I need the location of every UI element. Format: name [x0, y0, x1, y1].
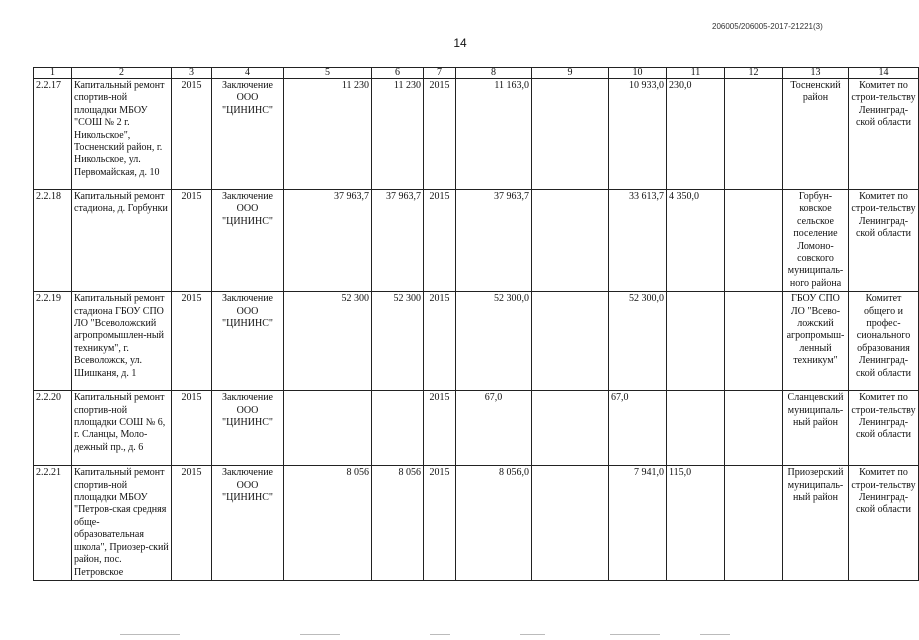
cost-cell	[372, 391, 424, 466]
object-name: Капитальный ремонт спортив-ной площадки МБОУ "СОШ № 2 г. Никольское", Тосненский район, г. Никольское, ул. Первомайская, д. 10	[72, 79, 172, 190]
amount-cell: 10 933,0	[609, 79, 667, 190]
recipient-cell: Сланцевский муниципаль-ный район	[783, 391, 849, 466]
object-name: Капитальный ремонт спортив-ной площадки СОШ № 6, г. Сланцы, Моло-дежный пр., д. 6	[72, 391, 172, 466]
amount-cell: 37 963,7	[456, 190, 532, 292]
column-number: 11	[667, 68, 725, 79]
column-number: 7	[424, 68, 456, 79]
basis-cell: Заключение ООО "ЦИНИНС"	[212, 391, 284, 466]
cost-cell: 52 300	[284, 292, 372, 391]
basis-cell: Заключение ООО "ЦИНИНС"	[212, 292, 284, 391]
amount-cell: 67,0	[609, 391, 667, 466]
amount-cell	[725, 190, 783, 292]
amount-cell: 33 613,7	[609, 190, 667, 292]
responsible-cell: Комитет по строи-тельству Ленинград-ской области	[849, 190, 919, 292]
basis-cell: Заключение ООО "ЦИНИНС"	[212, 190, 284, 292]
recipient-cell: Приозерский муниципаль-ный район	[783, 466, 849, 581]
amount-cell: 4 350,0	[667, 190, 725, 292]
table-row	[34, 391, 919, 466]
responsible-cell: Комитет по строи-тельству Ленинград-ской области	[849, 79, 919, 190]
budget-table	[33, 67, 919, 581]
scan-edge-marks	[0, 634, 905, 638]
column-number: 5	[284, 68, 372, 79]
column-number: 4	[212, 68, 284, 79]
year-cell: 2015	[172, 391, 212, 466]
year-cell: 2015	[424, 292, 456, 391]
object-name: Капитальный ремонт спортив-ной площадки МБОУ "Петров-ская средняя обще-образовательная школа", Приозер-ский район, пос. Петровское	[72, 466, 172, 581]
column-number: 3	[172, 68, 212, 79]
cost-cell: 8 056	[372, 466, 424, 581]
amount-cell: 67,0	[456, 391, 532, 466]
responsible-cell: Комитет по строи-тельству Ленинград-ской области	[849, 466, 919, 581]
year-cell: 2015	[172, 292, 212, 391]
item-number: 2.2.20	[34, 391, 72, 466]
amount-cell	[532, 79, 609, 190]
cost-cell: 8 056	[284, 466, 372, 581]
amount-cell	[532, 190, 609, 292]
amount-cell	[725, 391, 783, 466]
year-cell: 2015	[424, 466, 456, 581]
year-cell: 2015	[172, 190, 212, 292]
column-number: 2	[72, 68, 172, 79]
object-name: Капитальный ремонт стадиона ГБОУ СПО ЛО "Всеволожский агропромышлен-ный техникум", г. Всеволожск, ул. Шишканя, д. 1	[72, 292, 172, 391]
column-number: 8	[456, 68, 532, 79]
amount-cell	[532, 292, 609, 391]
object-name: Капитальный ремонт стадиона, д. Горбунки	[72, 190, 172, 292]
basis-cell: Заключение ООО "ЦИНИНС"	[212, 79, 284, 190]
cost-cell: 11 230	[372, 79, 424, 190]
amount-cell	[532, 466, 609, 581]
item-number: 2.2.19	[34, 292, 72, 391]
table-row	[34, 466, 919, 581]
amount-cell: 7 941,0	[609, 466, 667, 581]
column-number: 12	[725, 68, 783, 79]
table-row	[34, 190, 919, 292]
column-number-row	[34, 68, 919, 79]
table-row	[34, 79, 919, 190]
document-id: 206005/206005-2017-21221(3)	[712, 22, 823, 31]
column-number: 6	[372, 68, 424, 79]
amount-cell	[532, 391, 609, 466]
amount-cell	[667, 391, 725, 466]
amount-cell	[725, 466, 783, 581]
amount-cell	[667, 292, 725, 391]
amount-cell: 230,0	[667, 79, 725, 190]
amount-cell: 52 300,0	[456, 292, 532, 391]
responsible-cell: Комитет по строи-тельству Ленинград-ской области	[849, 391, 919, 466]
cost-cell: 37 963,7	[372, 190, 424, 292]
item-number: 2.2.17	[34, 79, 72, 190]
recipient-cell: ГБОУ СПО ЛО "Всево-ложский агропромыш-ленный техникум"	[783, 292, 849, 391]
responsible-cell: Комитет общего и профес-сионального образования Ленинград-ской области	[849, 292, 919, 391]
cost-cell: 52 300	[372, 292, 424, 391]
column-number: 13	[783, 68, 849, 79]
year-cell: 2015	[424, 79, 456, 190]
year-cell: 2015	[172, 79, 212, 190]
cost-cell: 37 963,7	[284, 190, 372, 292]
column-number: 10	[609, 68, 667, 79]
item-number: 2.2.21	[34, 466, 72, 581]
column-number: 14	[849, 68, 919, 79]
amount-cell: 11 163,0	[456, 79, 532, 190]
year-cell: 2015	[172, 466, 212, 581]
amount-cell: 52 300,0	[609, 292, 667, 391]
recipient-cell: Горбун-ковское сельское поселение Ломоно-совского муниципаль-ного района	[783, 190, 849, 292]
column-number: 9	[532, 68, 609, 79]
year-cell: 2015	[424, 190, 456, 292]
year-cell: 2015	[424, 391, 456, 466]
amount-cell	[725, 292, 783, 391]
basis-cell: Заключение ООО "ЦИНИНС"	[212, 466, 284, 581]
amount-cell: 8 056,0	[456, 466, 532, 581]
cost-cell: 11 230	[284, 79, 372, 190]
item-number: 2.2.18	[34, 190, 72, 292]
page-number: 14	[453, 36, 467, 50]
table-row	[34, 292, 919, 391]
cost-cell	[284, 391, 372, 466]
recipient-cell: Тосненский район	[783, 79, 849, 190]
amount-cell	[725, 79, 783, 190]
amount-cell: 115,0	[667, 466, 725, 581]
column-number: 1	[34, 68, 72, 79]
